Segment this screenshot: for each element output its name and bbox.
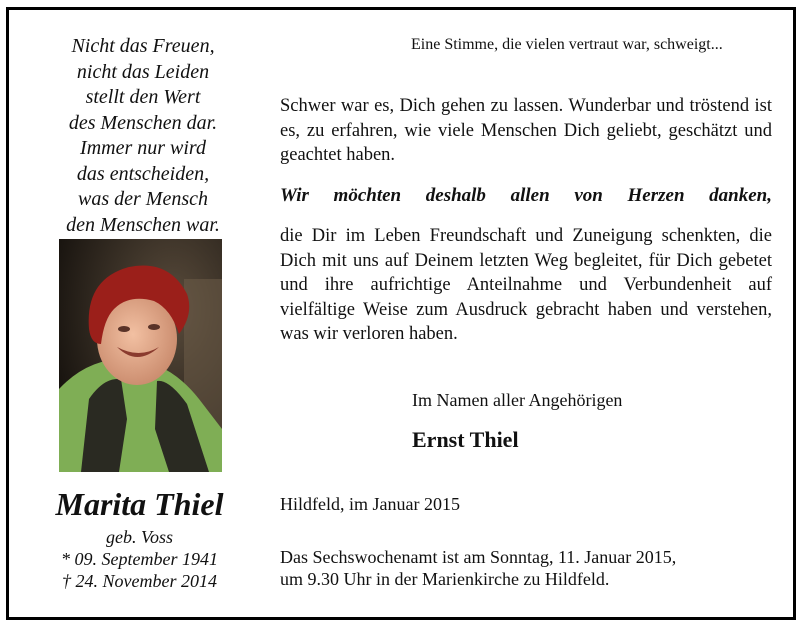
poem-line: was der Mensch bbox=[78, 188, 208, 210]
on-behalf-line: Im Namen aller Angehörigen bbox=[412, 390, 623, 410]
poem-line: Nicht das Freuen, bbox=[71, 35, 215, 57]
poem-line: nicht das Leiden bbox=[76, 60, 210, 83]
poem-line: stellt den Wert bbox=[85, 86, 201, 108]
obituary-notice bbox=[6, 7, 796, 620]
service-notice bbox=[280, 546, 676, 590]
poem-line: das entscheiden, bbox=[76, 162, 210, 185]
service-line: Das Sechswochenamt ist am Sonntag, 11. Januar 2015, bbox=[280, 547, 677, 567]
death-date: † 24. November 2014 bbox=[62, 571, 217, 591]
place-date: Hildfeld, im Januar 2015 bbox=[280, 494, 460, 514]
opening-quote: Eine Stimme, die vielen vertraut war, schweigt... bbox=[411, 36, 723, 53]
poem-line: Immer nur wird bbox=[80, 137, 206, 159]
birth-date: * 09. September 1941 bbox=[61, 549, 218, 569]
service-line: um 9.30 Uhr in der Marienkirche zu Hildfeld. bbox=[280, 569, 610, 589]
paragraph-grief: Schwer war es, Dich gehen zu lassen. Wunderbar und tröstend ist es, zu erfahren, wie viele Menschen Dich geliebt, geschätzt und geachtet haben. bbox=[280, 96, 772, 165]
portrait-illustration bbox=[59, 239, 222, 472]
portrait-photo bbox=[59, 239, 222, 472]
poem-line: des Menschen dar. bbox=[68, 111, 218, 134]
deceased-name: Marita Thiel bbox=[55, 486, 224, 522]
memorial-poem bbox=[39, 34, 247, 238]
paragraph-gratitude: die Dir im Leben Freundschaft und Zuneigung schenkten, die Dich mit uns auf Deinem letzten Weg begleitet, für Dich gebetet und ihre aufrichtige Anteilnahme und Verbundenheit auf vielfältige Weise zum Ausdruck gebracht haben und verstehen, was wir verloren haben. bbox=[280, 226, 772, 344]
signer-name: Ernst Thiel bbox=[412, 427, 519, 452]
poem-line: den Menschen war. bbox=[66, 213, 220, 236]
maiden-name: geb. Voss bbox=[106, 527, 173, 547]
thanks-heading: Wir möchten deshalb allen von Herzen danken, bbox=[280, 185, 772, 206]
life-dates bbox=[37, 526, 242, 592]
